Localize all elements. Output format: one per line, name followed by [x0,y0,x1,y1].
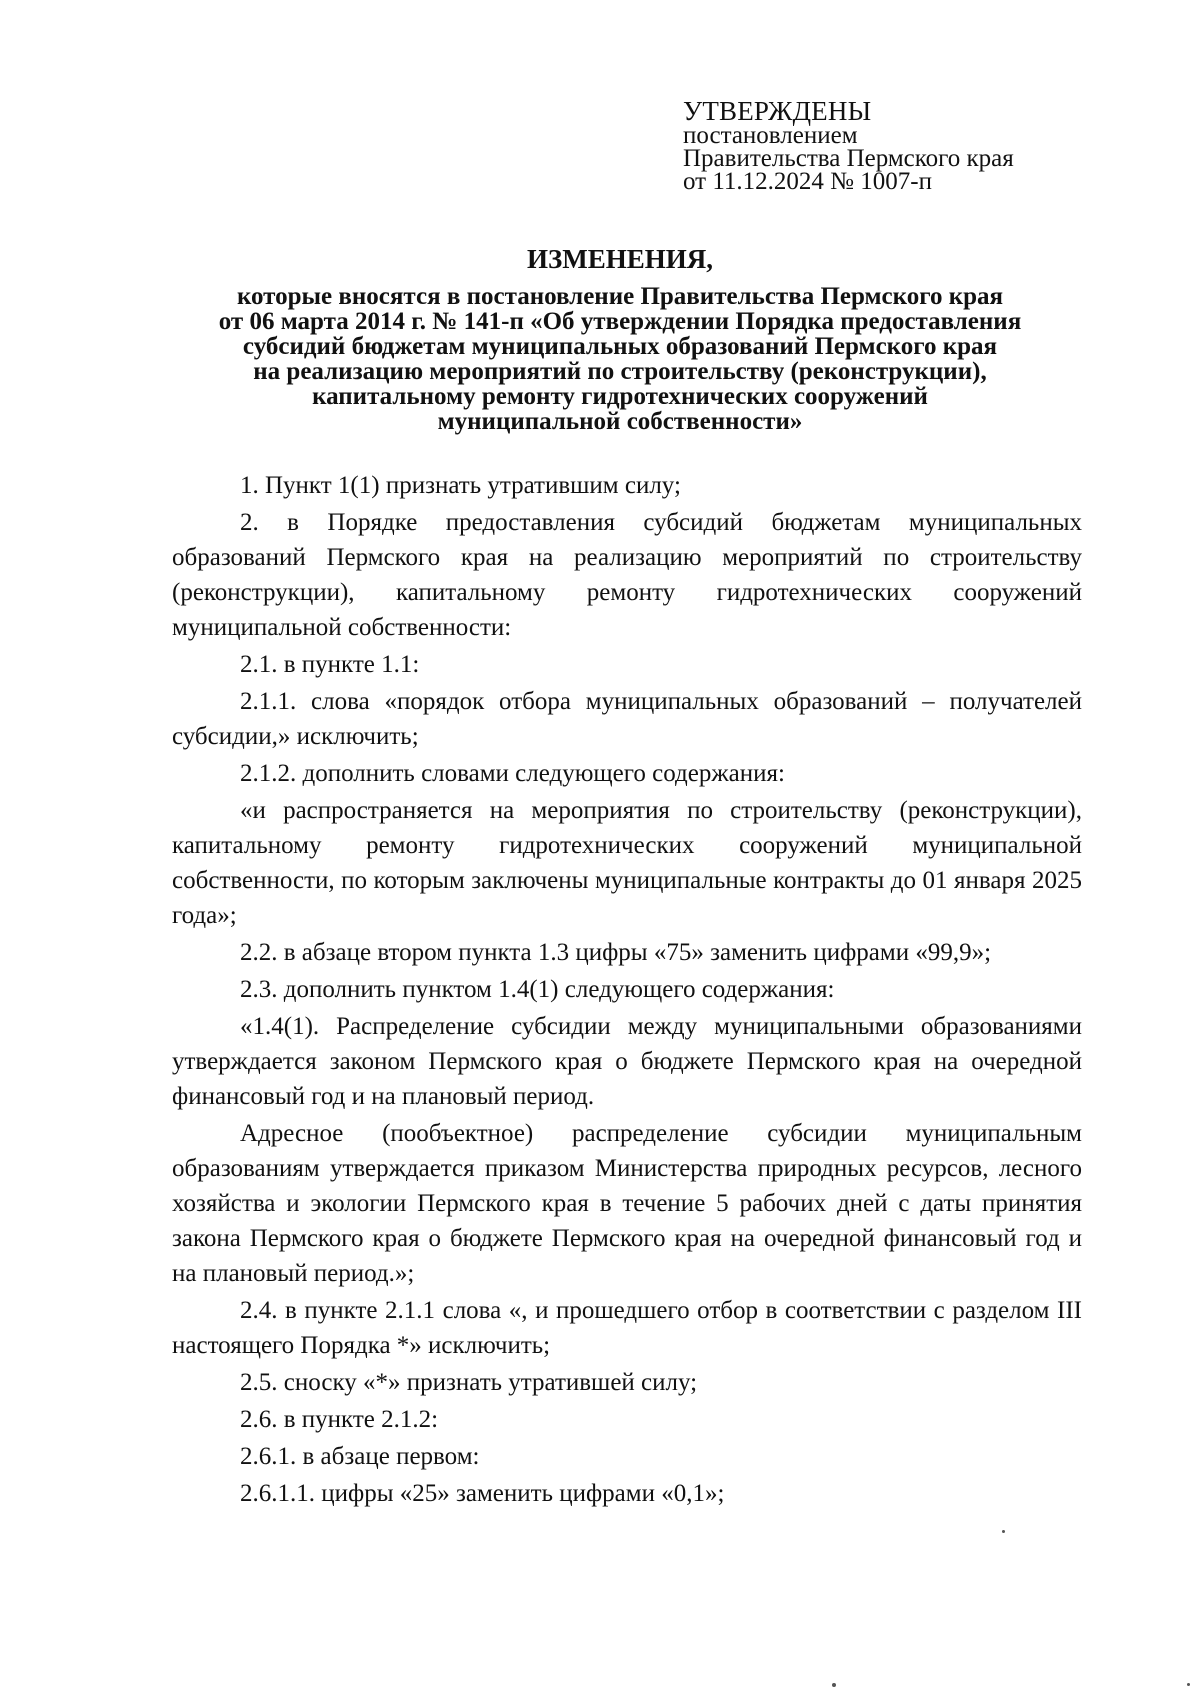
document-body [172,468,1082,1511]
paragraph-item-2: 2. в Порядке предоставления субсидий бюджетам муниципальных образований Пермского края на реализацию мероприятий по строительству (реконструкции), капитальному ремонту гидротехнических сооружений муниципальной собственности: [172,509,1082,641]
approval-line: Правительства Пермского края [683,145,1014,172]
approval-heading: УТВЕРЖДЕНЫ [683,96,872,126]
title-line: которые вносятся в постановление Правительства Пермского края [236,283,1004,310]
approval-line: постановлением [683,122,858,149]
title-line: на реализацию мероприятий по строительству (реконструкции), [253,358,987,385]
scan-speck [1187,1683,1190,1686]
paragraph-item-2-1-1: 2.1.1. слова «порядок отбора муниципальных образований – получателей субсидии,» исключить; [172,688,1082,750]
paragraph-item-2-3: 2.3. дополнить пунктом 1.4(1) следующего содержания: [240,976,835,1003]
paragraph-item-2-6: 2.6. в пункте 2.1.2: [240,1406,439,1433]
title-line: муниципальной собственности» [437,408,803,435]
paragraph-item-2-4: 2.4. в пункте 2.1.1 слова «, и прошедшего отбор в соответствии с разделом III настоящего Порядка *» исключить; [172,1297,1082,1359]
paragraph-item-1: 1. Пункт 1(1) признать утратившим силу; [240,472,681,499]
scan-speck [832,1683,836,1687]
paragraph-item-2-2: 2.2. в абзаце втором пункта 1.3 цифры «75» заменить цифрами «99,9»; [240,939,992,966]
document-title: ИЗМЕНЕНИЯ, [526,244,713,274]
paragraph-item-2-6-1: 2.6.1. в абзаце первом: [240,1443,480,1470]
title-line: субсидий бюджетам муниципальных образований Пермского края [242,333,998,360]
paragraph-item-2-1: 2.1. в пункте 1.1: [240,651,420,678]
approval-stamp [683,98,1103,193]
title-line: капитальному ремонту гидротехнических сооружений [312,383,928,410]
paragraph-item-2-1-2: 2.1.2. дополнить словами следующего содержания: [240,760,785,787]
document-title-block [160,244,1080,434]
paragraph-quote-1: «и распространяется на мероприятия по строительству (реконструкции), капитальному ремонту гидротехнических сооружений муниципальной собственности, по которым заключены муниципальные контракты до 01 января 2025 года»; [172,797,1082,929]
approval-line: от 11.12.2024 № 1007-п [683,168,932,195]
paragraph-quote-3: Адресное (пообъектное) распределение субсидии муниципальным образованиям утверждается приказом Министерства природных ресурсов, лесного хозяйства и экологии Пермского края в течение 5 рабочих дней с даты принятия закона Пермского края о бюджете Пермского края на очередной финансовый год и на плановый период.»; [172,1120,1082,1287]
title-line: от 06 марта 2014 г. № 141-п «Об утверждении Порядка предоставления [218,308,1022,335]
paragraph-item-2-5: 2.5. сноску «*» признать утратившей силу; [240,1369,698,1396]
paragraph-quote-2: «1.4(1). Распределение субсидии между муниципальными образованиями утверждается законом Пермского края о бюджете Пермского края на очередной финансовый год и на плановый период. [172,1013,1082,1110]
scan-speck [1002,1530,1005,1533]
paragraph-item-2-6-1-1: 2.6.1.1. цифры «25» заменить цифрами «0,1»; [240,1480,725,1507]
